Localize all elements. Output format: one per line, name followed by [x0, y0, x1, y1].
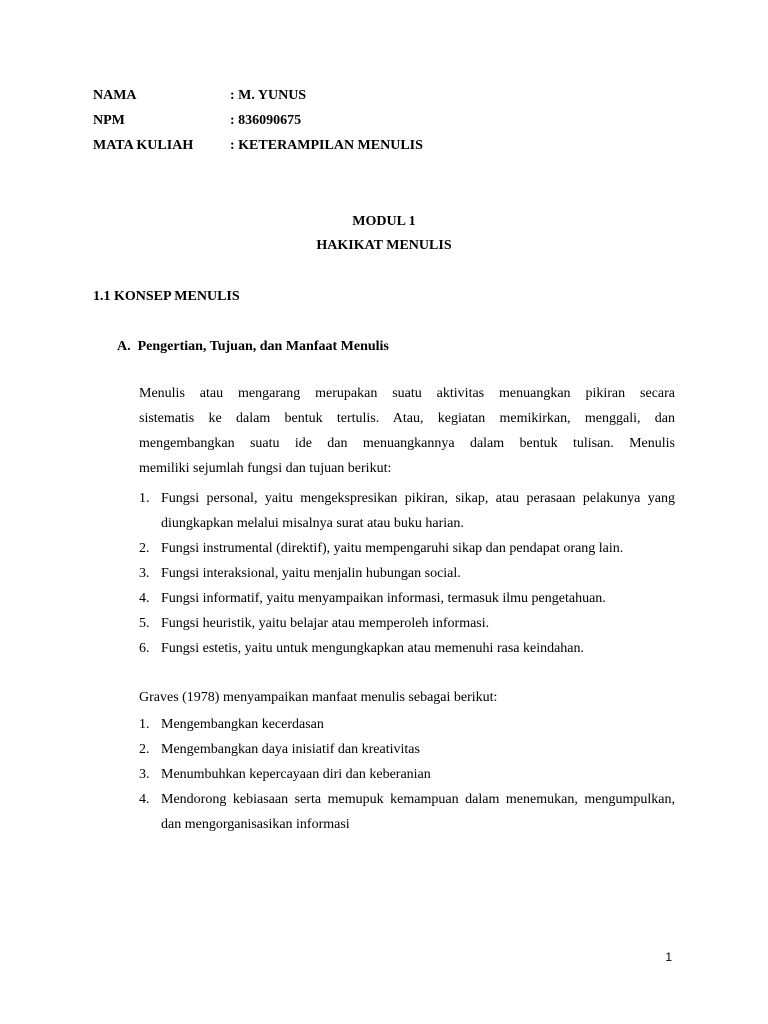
list-item-number: 5.	[139, 616, 150, 631]
list-item-text: Fungsi heuristik, yaitu belajar atau memperoleh informasi.	[161, 616, 490, 631]
list-item	[139, 586, 675, 611]
page-number: 1	[665, 950, 672, 964]
list-item-text: Fungsi personal, yaitu mengekspresikan pikiran, sikap, atau perasaan pelakunya yang diungkapkan melalui misalnya surat atau buku harian.	[161, 491, 675, 531]
list-item-number: 4.	[139, 792, 150, 807]
module-title: HAKIKAT MENULIS	[316, 238, 452, 253]
list-item	[139, 737, 675, 762]
intro-line: memiliki sejumlah fungsi dan tujuan berikut:	[139, 461, 392, 476]
npm-value: : 836090675	[230, 113, 302, 128]
section-heading: 1.1 KONSEP MENULIS	[93, 289, 240, 304]
course-value: : KETERAMPILAN MENULIS	[230, 138, 423, 153]
list-item-number: 2.	[139, 541, 150, 556]
course-label: MATA KULIAH	[93, 138, 194, 153]
subsection-heading: A. Pengertian, Tujuan, dan Manfaat Menulis	[117, 339, 389, 354]
list-item	[139, 787, 675, 837]
module-number: MODUL 1	[352, 214, 416, 229]
benefits-intro: Graves (1978) menyampaikan manfaat menulis sebagai berikut:	[139, 690, 498, 705]
list-item-number: 4.	[139, 591, 150, 606]
benefits-list	[139, 712, 675, 837]
name-value: : M. YUNUS	[230, 88, 307, 103]
list-item	[139, 762, 675, 787]
list-item-number: 1.	[139, 717, 150, 732]
list-item	[139, 636, 675, 661]
list-item-text: Fungsi informatif, yaitu menyampaikan informasi, termasuk ilmu pengetahuan.	[161, 591, 606, 606]
intro-line: mengembangkan suatu ide dan menuangkannya dalam bentuk tulisan. Menulis	[139, 436, 675, 451]
intro-line: Menulis atau mengarang merupakan suatu aktivitas menuangkan pikiran secara	[139, 386, 675, 401]
list-item-number: 2.	[139, 742, 150, 757]
list-item-text: Mengembangkan kecerdasan	[161, 717, 324, 732]
list-item-text: Fungsi interaksional, yaitu menjalin hubungan social.	[161, 566, 461, 581]
list-item-text: Fungsi estetis, yaitu untuk mengungkapkan atau memenuhi rasa keindahan.	[161, 641, 585, 656]
list-item-text: Mengembangkan daya inisiatif dan kreativitas	[161, 742, 420, 757]
intro-line: sistematis ke dalam bentuk tertulis. Atau, kegiatan memikirkan, menggali, dan	[139, 411, 675, 426]
list-item	[139, 486, 675, 536]
list-item	[139, 611, 675, 636]
list-item	[139, 561, 675, 586]
list-item	[139, 712, 675, 737]
functions-list	[139, 486, 675, 661]
list-item-text: Menumbuhkan kepercayaan diri dan keberanian	[161, 767, 431, 782]
list-item-number: 1.	[139, 491, 150, 506]
list-item-number: 3.	[139, 566, 150, 581]
list-item-number: 6.	[139, 641, 150, 656]
npm-label: NPM	[93, 113, 125, 128]
list-item	[139, 536, 675, 561]
list-item-number: 3.	[139, 767, 150, 782]
list-item-text: Mendorong kebiasaan serta memupuk kemampuan dalam menemukan, mengumpulkan, dan mengorganisasikan informasi	[161, 792, 675, 832]
name-label: NAMA	[93, 88, 137, 103]
list-item-text: Fungsi instrumental (direktif), yaitu mempengaruhi sikap dan pendapat orang lain.	[161, 541, 624, 556]
